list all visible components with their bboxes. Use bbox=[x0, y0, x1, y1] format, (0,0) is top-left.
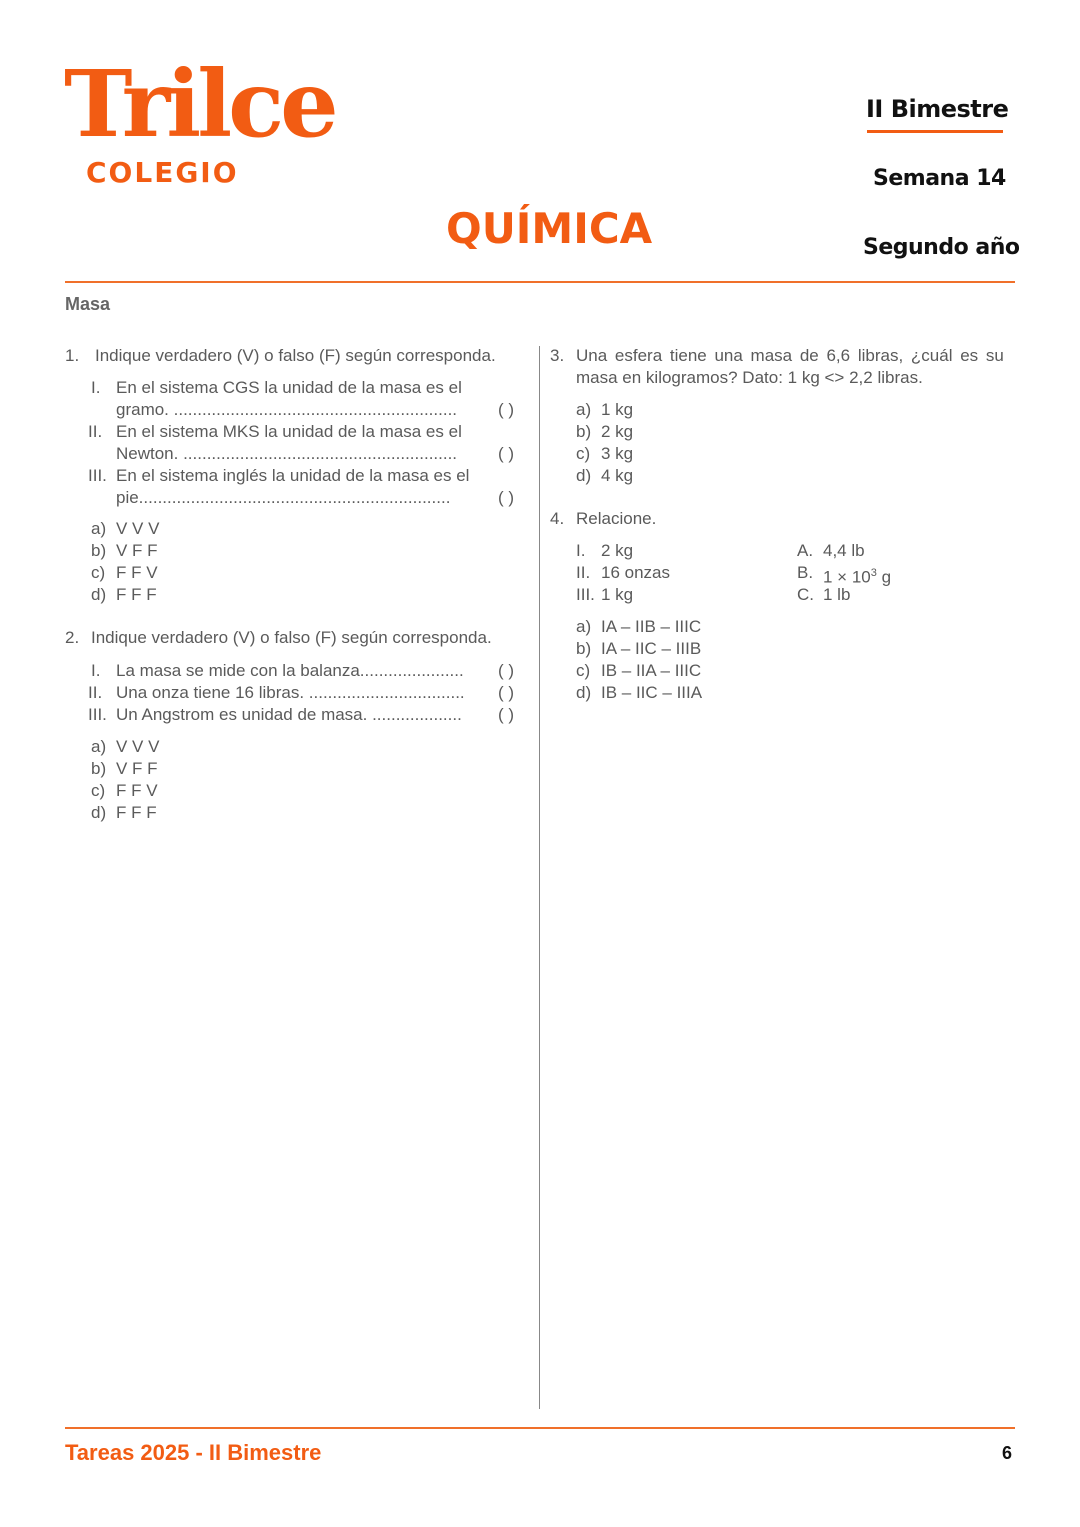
option-letter: c) bbox=[91, 563, 106, 582]
left-roman: III. bbox=[576, 585, 595, 604]
item-roman: III. bbox=[88, 705, 107, 724]
option-letter: d) bbox=[91, 803, 107, 822]
item-roman: II. bbox=[88, 683, 103, 702]
right-letter: C. bbox=[797, 585, 814, 604]
option-letter: b) bbox=[91, 541, 107, 560]
item-roman: I. bbox=[91, 378, 101, 397]
option-letter: b) bbox=[576, 422, 592, 441]
option-letter: a) bbox=[91, 737, 107, 756]
item-text-cont: gramo. ............................................................ bbox=[116, 400, 458, 419]
question-stem: Relacione. bbox=[576, 509, 657, 528]
right-text: $1 \times 10^3$ g bbox=[823, 567, 892, 587]
question-number: 4. bbox=[550, 509, 565, 528]
column-divider bbox=[539, 346, 540, 1409]
logo-subtitle: COLEGIO bbox=[86, 156, 239, 189]
question-number: 1. bbox=[65, 346, 80, 365]
item-text: En el sistema inglés la unidad de la masa es el bbox=[116, 466, 470, 485]
option-letter: a) bbox=[576, 617, 592, 636]
option-letter: c) bbox=[91, 781, 106, 800]
option-text[interactable]: F F V bbox=[116, 563, 158, 582]
question-number: 2. bbox=[65, 628, 80, 647]
left-roman: II. bbox=[576, 563, 591, 582]
answer-blank[interactable]: ( ) bbox=[498, 683, 515, 702]
option-text[interactable]: F F F bbox=[116, 803, 157, 822]
item-text: Una onza tiene 16 libras. ................................. bbox=[116, 683, 465, 702]
option-text[interactable]: F F V bbox=[116, 781, 158, 800]
question-stem-cont: masa en kilogramos? Dato: 1 kg <> 2,2 libras. bbox=[576, 368, 923, 387]
topic-title: Masa bbox=[65, 294, 111, 314]
right-letter: A. bbox=[797, 541, 814, 560]
page-number: 6 bbox=[1002, 1443, 1013, 1463]
left-text: 1 kg bbox=[601, 585, 634, 604]
answer-blank[interactable]: ( ) bbox=[498, 444, 515, 463]
bimestre-underline bbox=[867, 130, 1003, 133]
option-letter: d) bbox=[576, 683, 592, 702]
question-stem: Una esfera tiene una masa de 6,6 libras, ¿cuál es su bbox=[576, 346, 1004, 365]
footer-divider bbox=[65, 1427, 1015, 1429]
option-letter: a) bbox=[576, 400, 592, 419]
trilce-logo: Trilce bbox=[64, 50, 335, 158]
answer-blank[interactable]: ( ) bbox=[498, 705, 515, 724]
option-text[interactable]: 4 kg bbox=[601, 466, 634, 485]
question-stem: Indique verdadero (V) o falso (F) según corresponda. bbox=[91, 628, 492, 647]
option-text[interactable]: V V V bbox=[116, 737, 160, 756]
footer-label: Tareas 2025 - II Bimestre bbox=[65, 1440, 322, 1465]
grade-label: Segundo año bbox=[863, 235, 1020, 260]
option-text[interactable]: IB – IIC – IIIA bbox=[601, 683, 703, 702]
item-text: La masa se mide con la balanza...................... bbox=[116, 661, 464, 680]
option-text[interactable]: 1 kg bbox=[601, 400, 634, 419]
answer-blank[interactable]: ( ) bbox=[498, 400, 515, 419]
left-text: 2 kg bbox=[601, 541, 634, 560]
bimestre-label: II Bimestre bbox=[866, 95, 1009, 123]
item-roman: I. bbox=[91, 661, 101, 680]
option-text[interactable]: V F F bbox=[116, 541, 158, 560]
question-number: 3. bbox=[550, 346, 565, 365]
item-text: Un Angstrom es unidad de masa. ................... bbox=[116, 705, 462, 724]
option-text[interactable]: F F F bbox=[116, 585, 157, 604]
item-roman: III. bbox=[88, 466, 107, 485]
right-text: 4,4 lb bbox=[823, 541, 865, 560]
item-text-cont: Newton. .......................................................... bbox=[116, 444, 458, 463]
option-text[interactable]: V V V bbox=[116, 519, 160, 538]
option-letter: d) bbox=[91, 585, 107, 604]
option-letter: b) bbox=[576, 639, 592, 658]
right-text: 1 lb bbox=[823, 585, 851, 604]
option-letter: c) bbox=[576, 444, 591, 463]
question-stem: Indique verdadero (V) o falso (F) según corresponda. bbox=[95, 346, 496, 365]
left-roman: I. bbox=[576, 541, 586, 560]
header-divider bbox=[65, 281, 1015, 283]
option-text[interactable]: 2 kg bbox=[601, 422, 634, 441]
item-text: En el sistema CGS la unidad de la masa es el bbox=[116, 378, 462, 397]
item-roman: II. bbox=[88, 422, 103, 441]
option-letter: c) bbox=[576, 661, 591, 680]
option-text[interactable]: IB – IIA – IIIC bbox=[601, 661, 702, 680]
option-text[interactable]: IA – IIB – IIIC bbox=[601, 617, 702, 636]
item-text-cont: pie.................................................................. bbox=[116, 488, 451, 507]
semana-label: Semana 14 bbox=[873, 166, 1006, 191]
right-letter: B. bbox=[797, 563, 814, 582]
option-letter: d) bbox=[576, 466, 592, 485]
answer-blank[interactable]: ( ) bbox=[498, 661, 515, 680]
left-text: 16 onzas bbox=[601, 563, 670, 582]
option-text[interactable]: IA – IIC – IIIB bbox=[601, 639, 702, 658]
answer-blank[interactable]: ( ) bbox=[498, 488, 515, 507]
option-text[interactable]: 3 kg bbox=[601, 444, 634, 463]
option-letter: a) bbox=[91, 519, 107, 538]
item-text: En el sistema MKS la unidad de la masa es el bbox=[116, 422, 462, 441]
option-letter: b) bbox=[91, 759, 107, 778]
subject-title: QUÍMICA bbox=[446, 204, 653, 253]
option-text[interactable]: V F F bbox=[116, 759, 158, 778]
